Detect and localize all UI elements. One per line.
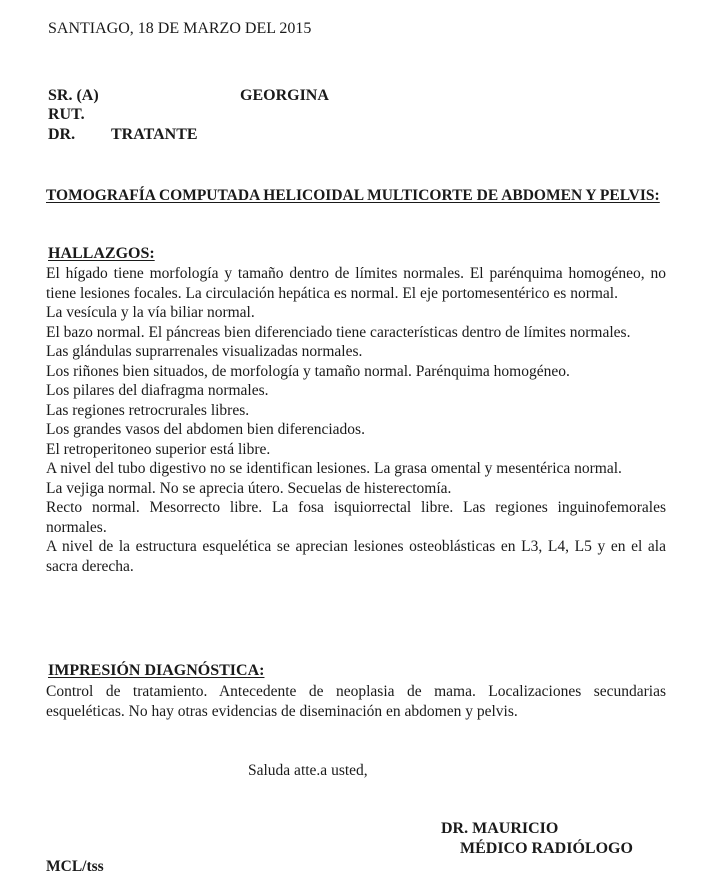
finding-paragraph: A nivel de la estructura esquelética se aprecian lesiones osteoblásticas en L3, L4, L5 y en el ala sacra derecha. xyxy=(46,538,666,575)
sr-label: SR. (A) xyxy=(48,87,99,104)
patient-name: GEORGINA xyxy=(240,87,329,104)
exam-title-text: TOMOGRAFÍA COMPUTADA HELICOIDAL MULTICORTE DE ABDOMEN Y PELVIS: xyxy=(46,187,660,204)
impression-body xyxy=(46,682,666,721)
signer-name: DR. MAURICIO xyxy=(441,820,559,837)
finding-paragraph: Recto normal. Mesorrecto libre. La fosa isquiorrectal libre. Las regiones inguinofemorales normales. xyxy=(46,499,666,536)
finding-paragraph: Las regiones retrocrurales libres. xyxy=(46,401,250,419)
finding-paragraph: El hígado tiene morfología y tamaño dentro de límites normales. El parénquima homogéneo, no tiene lesiones focales. La circulación hepática es normal. El eje portomesentérico es normal. xyxy=(46,265,666,302)
finding-paragraph: Los pilares del diafragma normales. xyxy=(46,382,269,399)
findings-body xyxy=(46,264,666,576)
rut-label: RUT. xyxy=(48,106,85,123)
finding-paragraph: La vejiga normal. No se aprecia útero. Secuelas de histerectomía. xyxy=(46,479,452,497)
salutation: Saluda atte.a usted, xyxy=(248,762,368,779)
finding-paragraph: El retroperitoneo superior está libre. xyxy=(46,440,271,458)
dr-value: TRATANTE xyxy=(111,126,198,143)
finding-paragraph: A nivel del tubo digestivo no se identifican lesiones. La grasa omental y mesentérica normal. xyxy=(46,460,622,477)
impression-heading: IMPRESIÓN DIAGNÓSTICA: xyxy=(48,662,265,679)
initials: MCL/tss xyxy=(46,858,104,875)
date-line: SANTIAGO, 18 DE MARZO DEL 2015 xyxy=(48,20,312,37)
signer-title: MÉDICO RADIÓLOGO xyxy=(460,840,633,857)
finding-paragraph: Las glándulas suprarrenales visualizadas normales. xyxy=(46,343,363,360)
finding-paragraph: Los riñones bien situados, de morfología y tamaño normal. Parénquima homogéneo. xyxy=(46,362,570,380)
finding-paragraph: Los grandes vasos del abdomen bien diferenciados. xyxy=(46,421,365,438)
dr-label: DR. xyxy=(48,126,76,143)
impression-text: Control de tratamiento. Antecedente de neoplasia de mama. Localizaciones secundarias esqueléticas. No hay otras evidencias de diseminación en abdomen y pelvis. xyxy=(46,683,666,720)
finding-paragraph: La vesícula y la vía biliar normal. xyxy=(46,304,255,321)
findings-heading: HALLAZGOS: xyxy=(48,245,155,262)
finding-paragraph: El bazo normal. El páncreas bien diferenciado tiene características dentro de límites normales. xyxy=(46,323,631,341)
exam-title xyxy=(46,186,666,206)
